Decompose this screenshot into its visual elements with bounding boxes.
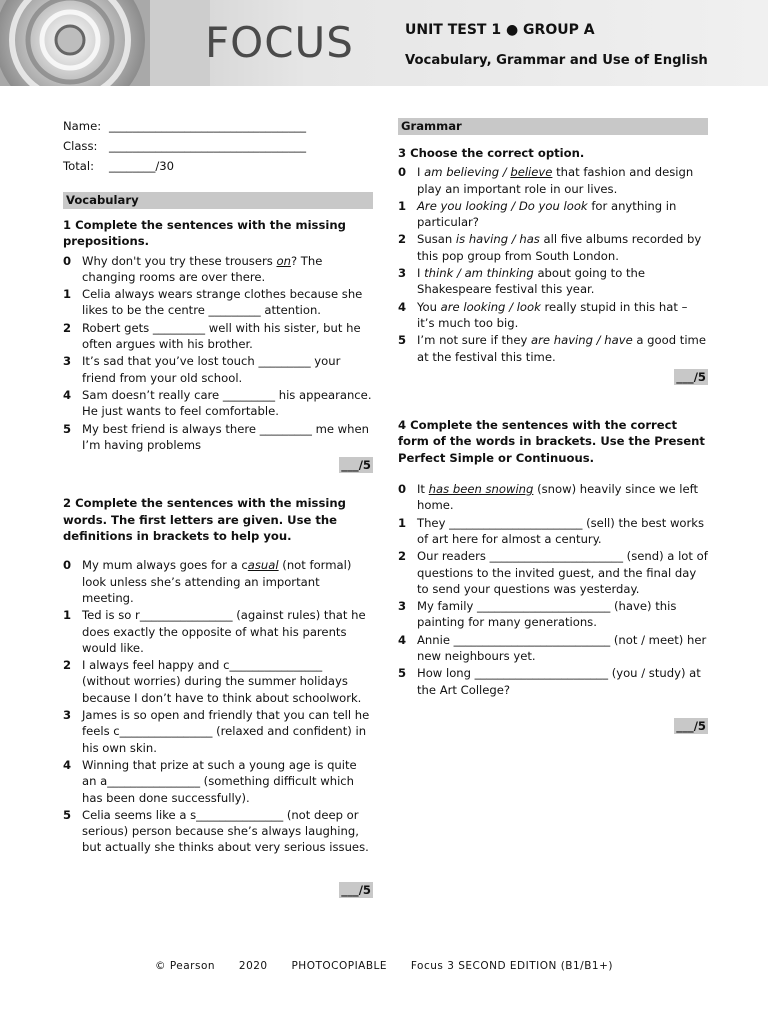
left-column [63, 118, 373, 898]
class-label: Class: [63, 139, 98, 153]
task1-item-1 [63, 286, 373, 319]
task2-instruction: 2 Complete the sentences with the missing words. The first letters are given. Use the definitions in brackets to help you. [63, 496, 346, 544]
item-text: Ted is so r________________ (against rules) that he does exactly the opposite of what his parents would like. [82, 608, 366, 655]
item-number: 5 [398, 333, 407, 348]
right-column [398, 118, 708, 734]
task3-item-0 [398, 164, 708, 197]
score-box[interactable]: ___/5 [341, 882, 371, 897]
item-text: Sam doesn’t really care _________ his appearance. He just wants to feel comfortable. [82, 387, 372, 419]
task2-score [63, 882, 373, 898]
unit-title: UNIT TEST 1 ● GROUP A [405, 22, 595, 38]
task2-item-2 [63, 657, 373, 706]
item-text: Are you looking / Do you look for anything in particular? [417, 198, 677, 230]
item-text: Celia seems like a s_______________ (not deep or serious) person because she’s always laughing, but actually she thinks about very serious issues. [82, 807, 369, 855]
item-number: 4 [63, 387, 72, 402]
brand-logo: FOCUS [205, 18, 354, 67]
item-number: 3 [63, 354, 72, 369]
item-number: 2 [63, 658, 72, 673]
item-number: 3 [63, 708, 72, 723]
task2-item-4 [63, 757, 373, 806]
score-box[interactable]: ___/5 [676, 369, 706, 384]
name-field[interactable]: __________________________________ [109, 119, 307, 133]
task2-item-3 [63, 707, 373, 756]
item-text: Celia always wears strange clothes because she likes to be the centre _________ attention. [82, 287, 363, 318]
task4-item-4 [398, 632, 708, 665]
task4-score [398, 718, 708, 734]
photocopiable-label: PHOTOCOPIABLE [291, 960, 388, 972]
task2-item-1 [63, 607, 373, 656]
grammar-heading: Grammar [398, 118, 708, 135]
item-number: 0 [63, 253, 72, 268]
name-label: Name: [63, 119, 102, 133]
task3-item-3 [398, 265, 708, 298]
task3-item-1 [398, 198, 708, 231]
task3-item-2 [398, 231, 708, 264]
task2-item-5 [63, 807, 373, 856]
task4-item-0 [398, 481, 708, 514]
item-number: 4 [398, 632, 407, 647]
item-text: You are looking / look really stupid in this hat – it’s much too big. [417, 299, 688, 330]
test-subtitle: Vocabulary, Grammar and Use of English [405, 53, 708, 68]
task4-instruction: 4 Complete the sentences with the correct form of the words in brackets. Use the Present Perfect Simple or Continuous. [398, 418, 705, 465]
task3-item-5 [398, 332, 708, 365]
score-box[interactable]: ___/5 [676, 718, 706, 733]
name-row [63, 118, 373, 138]
item-number: 4 [63, 757, 72, 772]
copyright: © Pearson [154, 960, 216, 972]
item-text: They _______________________ (sell) the best works of art here for almost a century. [417, 515, 705, 546]
task1-item-3 [63, 353, 373, 386]
item-number: 1 [398, 198, 407, 213]
item-text: Robert gets _________ well with his sister, but he often argues with his brother. [82, 320, 361, 352]
task2-item-0 [63, 557, 373, 606]
task3-item-4 [398, 299, 708, 332]
task4-item-3 [398, 598, 708, 631]
item-text: Winning that prize at such a young age is quite an a________________ (something difficult which has been done successfully). [82, 757, 357, 805]
task3-score [398, 369, 708, 385]
item-number: 1 [63, 287, 72, 302]
item-text: Susan is having / has all five albums recorded by this pop group from South London. [417, 232, 702, 263]
task1-item-0 [63, 253, 373, 286]
item-text: I am believing / believe that fashion and design play an important role in our lives. [417, 165, 694, 196]
item-number: 2 [398, 549, 407, 564]
task1-item-2 [63, 320, 373, 353]
item-text: Why don't you try these trousers on? The changing rooms are over there. [82, 253, 323, 284]
item-number: 0 [398, 165, 407, 180]
item-text: Our readers _______________________ (send) a lot of questions to the invited guest, and the final day to send your questions was yesterday. [417, 549, 708, 596]
item-text: I’m not sure if they are having / have a good time at the festival this time. [417, 333, 706, 364]
item-text: It has been snowing (snow) heavily since we left home. [417, 482, 699, 513]
task1-item-4 [63, 387, 373, 420]
item-number: 0 [398, 482, 407, 497]
item-number: 3 [398, 266, 407, 281]
item-number: 2 [63, 320, 72, 335]
item-number: 4 [398, 299, 407, 314]
item-text: My mum always goes for a casual (not formal) look unless she’s attending an important meeting. [82, 558, 352, 605]
item-text: My family _______________________ (have) this painting for many generations. [417, 599, 677, 630]
item-text: How long _______________________ (you / study) at the Art College? [417, 666, 701, 697]
item-number: 2 [398, 232, 407, 247]
task1-score [63, 457, 373, 473]
item-number: 5 [63, 807, 72, 822]
item-number: 0 [63, 558, 72, 573]
class-row [63, 138, 373, 158]
page-footer [0, 960, 768, 972]
item-number: 5 [63, 421, 72, 436]
footer-year: 2020 [238, 960, 268, 972]
edition-label: Focus 3 SECOND EDITION (B1/B1+) [410, 960, 613, 972]
score-box[interactable]: ___/5 [341, 458, 371, 473]
item-text: My best friend is always there _________ me when I’m having problems [82, 421, 369, 452]
logo-graphic [0, 0, 210, 86]
item-text: Annie ___________________________ (not / meet) her new neighbours yet. [417, 632, 707, 664]
item-text: I think / am thinking about going to the Shakespeare festival this year. [417, 266, 646, 297]
task3-instruction: 3 Choose the correct option. [398, 146, 585, 160]
item-text: I always feel happy and c________________ (without worries) during the summer holidays because I don’t have to think about schoolwork. [82, 658, 362, 705]
item-number: 1 [398, 515, 407, 530]
vocabulary-heading: Vocabulary [63, 192, 373, 209]
task1-instruction: 1 Complete the sentences with the missing prepositions. [63, 218, 346, 249]
total-row [63, 158, 373, 178]
item-text: James is so open and friendly that you can tell he feels c________________ (relaxed and confident) in his own skin. [82, 708, 370, 755]
class-field[interactable]: __________________________________ [109, 139, 307, 153]
task4-item-2 [398, 548, 708, 597]
item-number: 3 [398, 599, 407, 614]
task1-item-5 [63, 421, 373, 454]
item-number: 1 [63, 608, 72, 623]
page-header [0, 0, 768, 86]
task4-item-5 [398, 665, 708, 698]
total-field[interactable]: ________/30 [109, 159, 175, 173]
item-text: It’s sad that you’ve lost touch _________ your friend from your old school. [82, 354, 341, 385]
task4-item-1 [398, 515, 708, 548]
total-label: Total: [63, 159, 94, 173]
item-number: 5 [398, 666, 407, 681]
